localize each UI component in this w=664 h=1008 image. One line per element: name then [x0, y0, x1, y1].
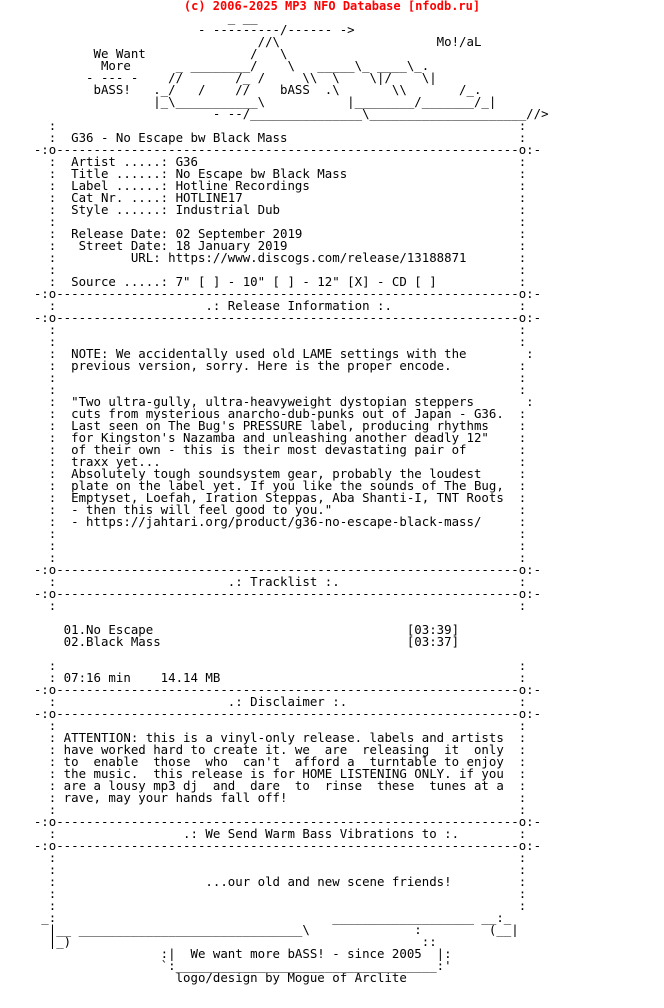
site-header: (c) 2006-2025 MP3 NFO Database [nfodb.ru]	[183, 0, 481, 13]
nfo-document: _ __ - ---------/------ -> //\ Mo!/aL We Want / \ More _ ________/ \ _____\_ ____\_. - --- - // /_ / \\ \ \|/ \| bASS! ._/ / // bASS .\ \\ /_. |_\___________\ |________/_______/_| - --/_______________\_____________________//> : : : G36 - No Escape bw Black Mass : -:o--------------------------------------------------------------o:- : Artist .....: G36 : : Title ......: No Escape bw Black Mass : : Label ......: Hotline Recordings : : Cat Nr. ....: HOTLINE17 : : Style ......: Industrial Dub : : : : Release Date: 02 September 2019 : : Street Date: 18 January 2019 : : URL: https://www.discogs.com/release/13188871 : : : : Source .....: 7" [ ] - 10" [ ] - 12" [X] - CD [ ] : -:o--------------------------------------------------------------o:- : .: Release Information :. : -:o--------------------------------------------------------------o:- : : : : : NOTE: We accidentally used old LAME settings with the : : previous version, sorry. Here is the proper encode. : : : : : : "Two ultra-gully, ultra-heavyweight dystopian steppers : : cuts from mysterious anarcho-dub-punks out of Japan - G36. : : Last seen on The Bug's PRESSURE label, producing rhythms : : for Kingston's Nazamba and unleashing another deadly 12" : : of their own - this is their most devastating pair of : : traxx yet... : : Absolutely tough soundsystem gear, probably the loudest : : plate on the label yet. If you like the sounds of The Bug, : : Emptyset, Loefah, Iration Steppas, Aba Shanti-I, TNT Roots : : - then this will feel good to you." : : - https://jahtari.org/product/g36-no-escape-black-mass/ : : : : : : : -:o--------------------------------------------------------------o:- : .: Tracklist :. : -:o--------------------------------------------------------------o:- : : 01.No Escape [03:39] 02.Black Mass [03:37] : : : 07:16 min 14.14 MB : -:o--------------------------------------------------------------o:- : .: Disclaimer :. : -:o--------------------------------------------------------------o:- : : : ATTENTION: this is a vinyl-only release. labels and artists : : have worked hard to create it. we are releasing it only : : to enable those who can't afford a turntable to enjoy : : the music. this release is for HOME LISTENING ONLY. if you : : are a lousy mp3 dj and dare to rinse these tunes at a : : rave, may your hands fall off! : : : -:o--------------------------------------------------------------o:- : .: We Send Warm Bass Vibrations to :. : -:o--------------------------------------------------------------o:- : : : : : ...our old and new scene friends! : : : : : _: ___________________ __:_ |__ ______________________________\ : (__| |_) :: :| We want more bASS! - since 2005 |: `:___________________________________:' logo/design by Mogue of Arclite	[33, 10, 549, 985]
